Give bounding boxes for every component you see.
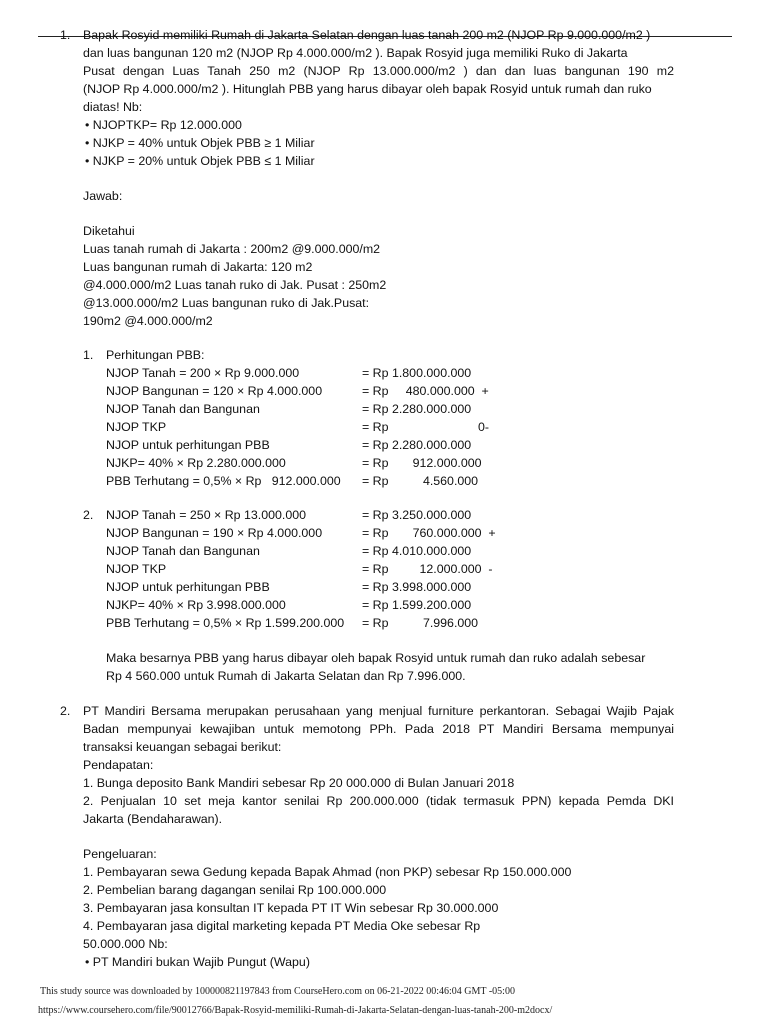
calc-rhs: = Rp 2.280.000.000 bbox=[362, 438, 472, 452]
calc-rhs: = Rp 1.599.200.000 bbox=[362, 598, 472, 612]
calc-lhs: NJOP Tanah dan Bangunan bbox=[106, 544, 260, 558]
calc-rhs: = Rp 3.998.000.000 bbox=[362, 580, 472, 594]
calc-lhs: NJOP TKP bbox=[106, 562, 167, 576]
calc-lhs: PBB Terhutang = 0,5% × Rp 912.000.000 bbox=[106, 474, 341, 488]
q2-intro-line: PT Mandiri Bersama merupakan perusahaan yang menjual furniture perkantoran. Sebagai Wajib Pajak bbox=[83, 704, 674, 718]
calc-rhs: = Rp 7.996.000 bbox=[362, 616, 479, 630]
pendapatan-item: 2. Penjualan 10 set meja kantor senilai Rp 200.000.000 (tidak termasuk PPN) kepada Pemda DKI bbox=[83, 794, 674, 808]
pengeluaran-item: 50.000.000 Nb: bbox=[83, 937, 168, 951]
q1-text-line: (NJOP Rp 4.000.000/m2 ). Hitunglah PBB yang harus dibayar oleh bapak Rosyid untuk rumah dan ruko bbox=[83, 82, 652, 96]
calc2-number: 2. bbox=[83, 508, 94, 522]
diketahui-line: Luas tanah rumah di Jakarta : 200m2 @9.000.000/m2 bbox=[83, 242, 381, 256]
footer-download-note: This study source was downloaded by 100000821197843 from CourseHero.com on 06-21-2022 00:46:04 GMT -05:00 bbox=[40, 986, 515, 997]
calc-rhs: = Rp 912.000.000 bbox=[362, 456, 482, 470]
pendapatan-item: 1. Bunga deposito Bank Mandiri sebesar Rp 20 000.000 di Bulan Januari 2018 bbox=[83, 776, 515, 790]
calc-lhs: NJOP Tanah = 250 × Rp 13.000.000 bbox=[106, 508, 307, 522]
calc1-title: Perhitungan PBB: bbox=[106, 348, 205, 362]
calc-lhs: NJOP Tanah = 200 × Rp 9.000.000 bbox=[106, 366, 300, 380]
q2-intro-line: transaksi keuangan sebagai berikut: bbox=[83, 740, 282, 754]
pengeluaran-item: 4. Pembayaran jasa digital marketing kepada PT Media Oke sebesar Rp bbox=[83, 919, 481, 933]
q1-note: • NJKP = 20% untuk Objek PBB ≤ 1 Miliar bbox=[85, 154, 315, 168]
q1-number: 1. bbox=[60, 28, 71, 42]
diketahui-line: @13.000.000/m2 Luas bangunan ruko di Jak.Pusat: bbox=[83, 296, 370, 310]
diketahui-line: Luas bangunan rumah di Jakarta: 120 m2 bbox=[83, 260, 313, 274]
calc-lhs: NJKP= 40% × Rp 2.280.000.000 bbox=[106, 456, 286, 470]
calc-lhs: NJOP Bangunan = 120 × Rp 4.000.000 bbox=[106, 384, 323, 398]
calc-rhs: = Rp 1.800.000.000 bbox=[362, 366, 472, 380]
calc-rhs: = Rp 2.280.000.000 bbox=[362, 402, 472, 416]
calc-lhs: NJKP= 40% × Rp 3.998.000.000 bbox=[106, 598, 286, 612]
calc-rhs: = Rp 4.560.000 bbox=[362, 474, 479, 488]
jawab-label: Jawab: bbox=[83, 189, 123, 203]
q1-text-line: diatas! Nb: bbox=[83, 100, 143, 114]
q2-nb-note: • PT Mandiri bukan Wajib Pungut (Wapu) bbox=[85, 955, 310, 969]
q1-text-line: Pusat dengan Luas Tanah 250 m2 (NJOP Rp 13.000.000/m2 ) dan dan luas bangunan 190 m2 bbox=[83, 64, 674, 78]
diketahui-line: Diketahui bbox=[83, 224, 135, 238]
footer-source-link[interactable]: https://www.coursehero.com/file/90012766/Bapak-Rosyid-memiliki-Rumah-di-Jakarta-Selatan-dengan-luas-tanah-200-m2docx/ bbox=[38, 1005, 553, 1016]
calc-rhs: = Rp 480.000.000 + bbox=[362, 384, 489, 398]
conclusion-line: Maka besarnya PBB yang harus dibayar oleh bapak Rosyid untuk rumah dan ruko adalah sebesar bbox=[106, 651, 646, 665]
calc-rhs: = Rp 4.010.000.000 bbox=[362, 544, 472, 558]
conclusion-line: Rp 4 560.000 untuk Rumah di Jakarta Selatan dan Rp 7.996.000. bbox=[106, 669, 466, 683]
diketahui-line: 190m2 @4.000.000/m2 bbox=[83, 314, 213, 328]
q1-text-line: dan luas bangunan 120 m2 (NJOP Rp 4.000.000/m2 ). Bapak Rosyid juga memiliki Ruko di Jakarta bbox=[83, 46, 628, 60]
calc-lhs: PBB Terhutang = 0,5% × Rp 1.599.200.000 bbox=[106, 616, 345, 630]
pendapatan-heading: Pendapatan: bbox=[83, 758, 154, 772]
calc-rhs: = Rp 3.250.000.000 bbox=[362, 508, 472, 522]
calc-rhs: = Rp 760.000.000 + bbox=[362, 526, 496, 540]
calc-rhs: = Rp 0- bbox=[362, 420, 490, 434]
calc-lhs: NJOP Bangunan = 190 × Rp 4.000.000 bbox=[106, 526, 323, 540]
pengeluaran-item: 2. Pembelian barang dagangan senilai Rp 100.000.000 bbox=[83, 883, 387, 897]
pengeluaran-item: 1. Pembayaran sewa Gedung kepada Bapak Ahmad (non PKP) sebesar Rp 150.000.000 bbox=[83, 865, 572, 879]
q1-note: • NJKP = 40% untuk Objek PBB ≥ 1 Miliar bbox=[85, 136, 315, 150]
pengeluaran-heading: Pengeluaran: bbox=[83, 847, 157, 861]
pengeluaran-item: 3. Pembayaran jasa konsultan IT kepada PT IT Win sebesar Rp 30.000.000 bbox=[83, 901, 499, 915]
q1-note: • NJOPTKP= Rp 12.000.000 bbox=[85, 118, 242, 132]
q1-text-line: Bapak Rosyid memiliki Rumah di Jakarta Selatan dengan luas tanah 200 m2 (NJOP Rp 9.000.000/m2 ) bbox=[83, 28, 651, 42]
calc-lhs: NJOP Tanah dan Bangunan bbox=[106, 402, 260, 416]
calc1-number: 1. bbox=[83, 348, 94, 362]
calc-lhs: NJOP TKP bbox=[106, 420, 167, 434]
diketahui-line: @4.000.000/m2 Luas tanah ruko di Jak. Pusat : 250m2 bbox=[83, 278, 387, 292]
q2-intro-line: Badan mempunyai kewajiban untuk memotong PPh. Pada 2018 PT Mandiri Bersama mempunyai bbox=[83, 722, 674, 736]
calc-lhs: NJOP untuk perhitungan PBB bbox=[106, 580, 270, 594]
calc-rhs: = Rp 12.000.000 - bbox=[362, 562, 493, 576]
pendapatan-item: Jakarta (Bendaharawan). bbox=[83, 812, 223, 826]
calc-lhs: NJOP untuk perhitungan PBB bbox=[106, 438, 270, 452]
q2-number: 2. bbox=[60, 704, 71, 718]
